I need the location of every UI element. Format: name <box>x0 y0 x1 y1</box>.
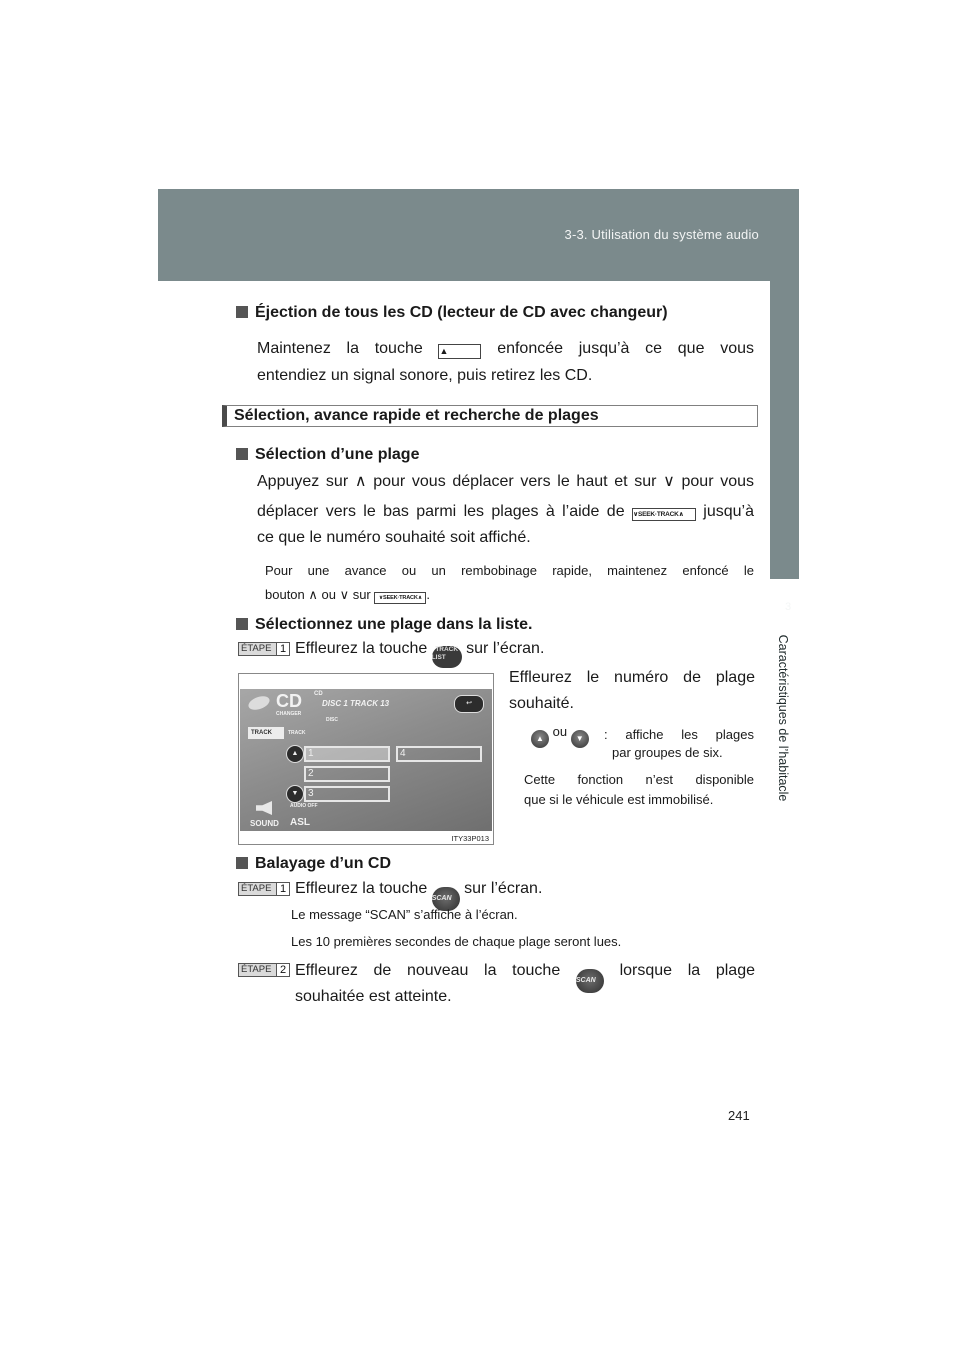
screen-changer-label: CHANGER <box>276 711 302 717</box>
audio-screen-figure <box>238 673 494 845</box>
chapter-side-tab <box>770 245 799 579</box>
chapter-title: 3-3. Utilisation du système audio <box>564 227 759 242</box>
screen-cd-label: CD <box>276 691 302 711</box>
track-slot-3[interactable]: 3 <box>304 786 390 802</box>
list-step2-line1: Effleurez le numéro de plage <box>509 669 755 686</box>
scroll-down-icon: ▼ <box>571 730 589 748</box>
scan-note-1: Le message “SCAN” s’affiche à l’écran. <box>291 907 518 922</box>
arrows-description-line2: par groupes de six. <box>612 745 723 760</box>
scan-step1-text: Effleurez la touche SCAN sur l’écran. <box>295 874 755 911</box>
audio-screen <box>240 689 492 831</box>
list-select-heading: Sélectionnez une plage dans la liste. <box>236 616 532 634</box>
scan-note-2: Les 10 premières secondes de chaque plage seront lues. <box>291 934 622 949</box>
track-slot-4[interactable]: 4 <box>396 746 482 762</box>
screen-asl-button[interactable]: ASL <box>290 817 310 828</box>
select-track-line1: Appuyez sur ∧ pour vous déplacer vers le haut et sur ∨ pour vous <box>257 473 754 490</box>
screen-track-tab-2: TRACK <box>288 730 306 736</box>
bullet-square-icon <box>236 857 248 869</box>
scan-step2-line2: souhaitée est atteinte. <box>295 988 452 1005</box>
list-step2-line2: souhaité. <box>509 695 574 712</box>
track-list-icon: TRACK LIST <box>432 646 462 668</box>
track-slot-2[interactable]: 2 <box>304 766 390 782</box>
select-track-note-line1: Pour une avance ou un rembobinage rapide, maintenez enfoncé le <box>265 563 754 578</box>
screen-cd-small: CD <box>314 691 323 697</box>
scroll-up-icon[interactable]: ▲ <box>286 745 304 763</box>
figure-code: ITY33P013 <box>451 834 489 843</box>
screen-audio-off[interactable]: AUDIO OFF <box>290 803 318 809</box>
scroll-up-icon: ▲ <box>531 730 549 748</box>
bullet-square-icon <box>236 306 248 318</box>
screen-disc-track: DISC 1 TRACK 13 <box>322 699 390 708</box>
step-badge: ÉTAPE 2 <box>238 963 290 977</box>
select-track-heading: Sélection d’une plage <box>236 446 419 464</box>
speaker-icon <box>256 801 272 815</box>
bullet-square-icon <box>236 618 248 630</box>
scan-heading: Balayage d’un CD <box>236 855 391 873</box>
eject-paragraph-line2: entendiez un signal sonore, puis retirez les CD. <box>257 367 593 384</box>
eject-heading: Éjection de tous les CD (lecteur de CD avec changeur) <box>236 304 668 322</box>
header-band <box>158 189 799 281</box>
parked-note-line1: Cette fonction n’est disponible <box>524 772 754 787</box>
page-number: 241 <box>728 1108 750 1123</box>
back-icon[interactable]: ↩ <box>454 695 484 713</box>
screen-track-tab[interactable]: TRACK <box>248 727 284 739</box>
step-badge: ÉTAPE 1 <box>238 882 290 896</box>
screen-sound-button[interactable]: SOUND <box>250 819 279 828</box>
disc-icon <box>247 694 272 713</box>
parked-note-line2: que si le véhicule est immobilisé. <box>524 792 714 807</box>
chapter-side-label: Caractéristiques de l’habitacle <box>776 634 790 802</box>
bullet-square-icon <box>236 448 248 460</box>
track-slot-1[interactable]: 1 <box>304 746 390 762</box>
scan-step2-line1: Effleurez de nouveau la touche SCAN lorsque la plage <box>295 956 755 993</box>
scroll-down-icon[interactable]: ▼ <box>286 785 304 803</box>
step-badge: ÉTAPE 1 <box>238 642 290 656</box>
scan-icon: SCAN <box>432 887 460 911</box>
arrows-description-line1: : affiche les plages <box>604 727 754 742</box>
scan-icon: SCAN <box>576 969 604 993</box>
eject-paragraph-line1: Maintenez la touche ▲ enfoncée jusqu’à ce que vous <box>257 340 754 357</box>
select-track-line3: ce que le numéro souhaité soit affiché. <box>257 529 531 546</box>
seek-track-button-icon: ∨SEEK·TRACK∧ <box>374 592 426 604</box>
eject-button-icon: ▲ <box>438 344 481 359</box>
arrows-or-group: ▲ ou ▼ <box>531 724 611 748</box>
chapter-number: 3 <box>784 601 792 613</box>
seek-track-button-icon: ∨SEEK·TRACK∧ <box>632 508 696 521</box>
section-title: Sélection, avance rapide et recherche de plages <box>222 405 758 427</box>
list-step1-text: Effleurez la touche TRACK LIST sur l’écran. <box>295 634 755 668</box>
screen-disc-label: DISC <box>326 717 338 723</box>
select-track-note-line2: bouton ∧ ou ∨ sur ∨SEEK·TRACK∧ . <box>265 587 431 602</box>
select-track-line2: déplacer vers le bas parmi les plages à l’aide de ∨SEEK·TRACK∧ jusqu’à <box>257 503 754 520</box>
